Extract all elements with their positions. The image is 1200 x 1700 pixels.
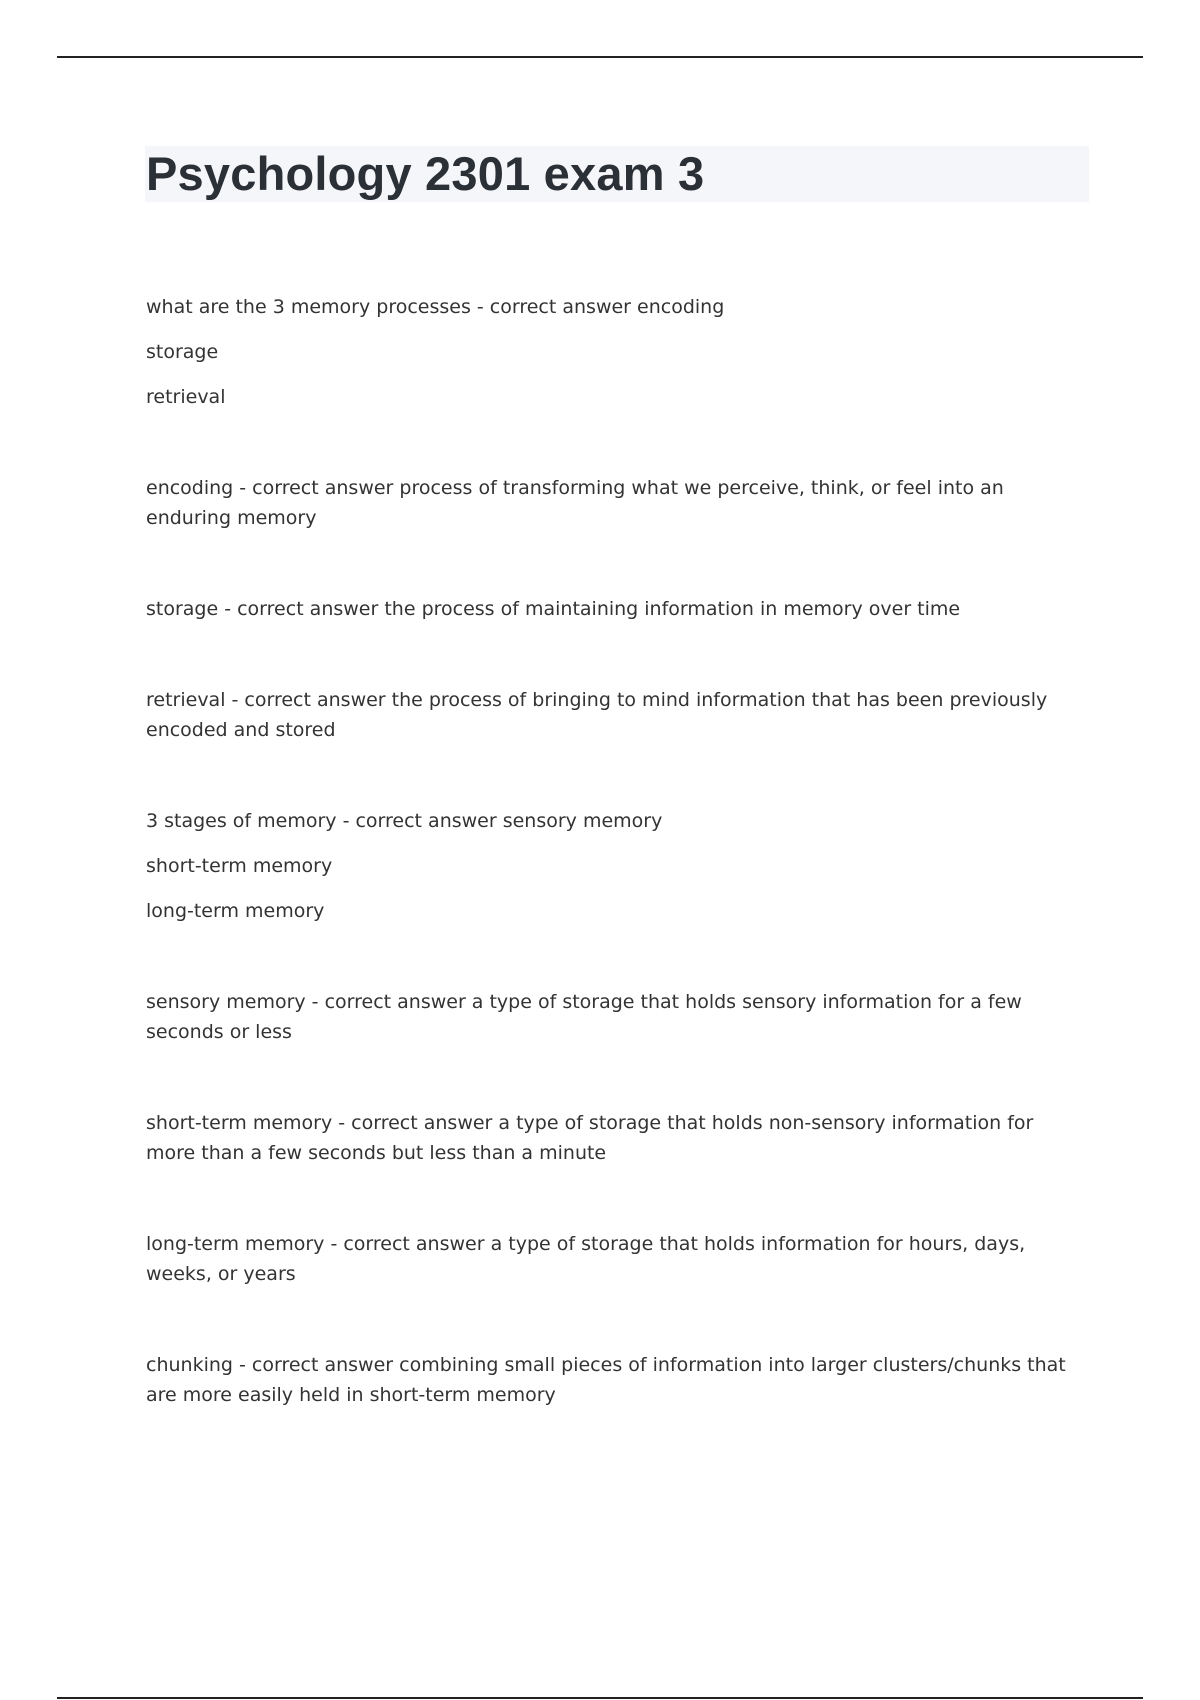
page-title: Psychology 2301 exam 3 <box>146 147 705 200</box>
card-line: storage - correct answer the process of maintaining information in memory over time <box>146 598 961 620</box>
card-line: long-term memory - correct answer a type of storage that holds information for hours, days, weeks, or years <box>146 1233 1026 1285</box>
card-line: chunking - correct answer combining small pieces of information into larger clusters/chunks that are more easily held in short-term memory <box>146 1354 1066 1406</box>
flashcard <box>146 594 1086 624</box>
flashcard <box>146 1108 1086 1168</box>
card-line: short-term memory <box>146 855 333 877</box>
flashcard <box>146 987 1086 1047</box>
flashcard <box>146 292 1086 412</box>
flashcard <box>146 1350 1086 1410</box>
flashcard <box>146 473 1086 533</box>
card-line: what are the 3 memory processes - correct answer encoding <box>146 296 725 318</box>
card-line: sensory memory - correct answer a type of storage that holds sensory information for a few seconds or less <box>146 991 1022 1043</box>
card-line: retrieval <box>146 386 226 408</box>
flashcard <box>146 685 1086 745</box>
flashcard <box>146 1229 1086 1289</box>
card-line: storage <box>146 341 219 363</box>
top-rule <box>57 56 1143 58</box>
bottom-rule <box>57 1697 1143 1699</box>
card-line: encoding - correct answer process of transforming what we perceive, think, or feel into an enduring memory <box>146 477 1004 529</box>
flashcard-list <box>146 292 1086 1471</box>
flashcard <box>146 806 1086 926</box>
card-line: long-term memory <box>146 900 325 922</box>
card-line: short-term memory - correct answer a type of storage that holds non-sensory information for more than a few seconds but less than a minute <box>146 1112 1034 1164</box>
card-line: 3 stages of memory - correct answer sensory memory <box>146 810 663 832</box>
card-line: retrieval - correct answer the process of bringing to mind information that has been previously encoded and stored <box>146 689 1048 741</box>
